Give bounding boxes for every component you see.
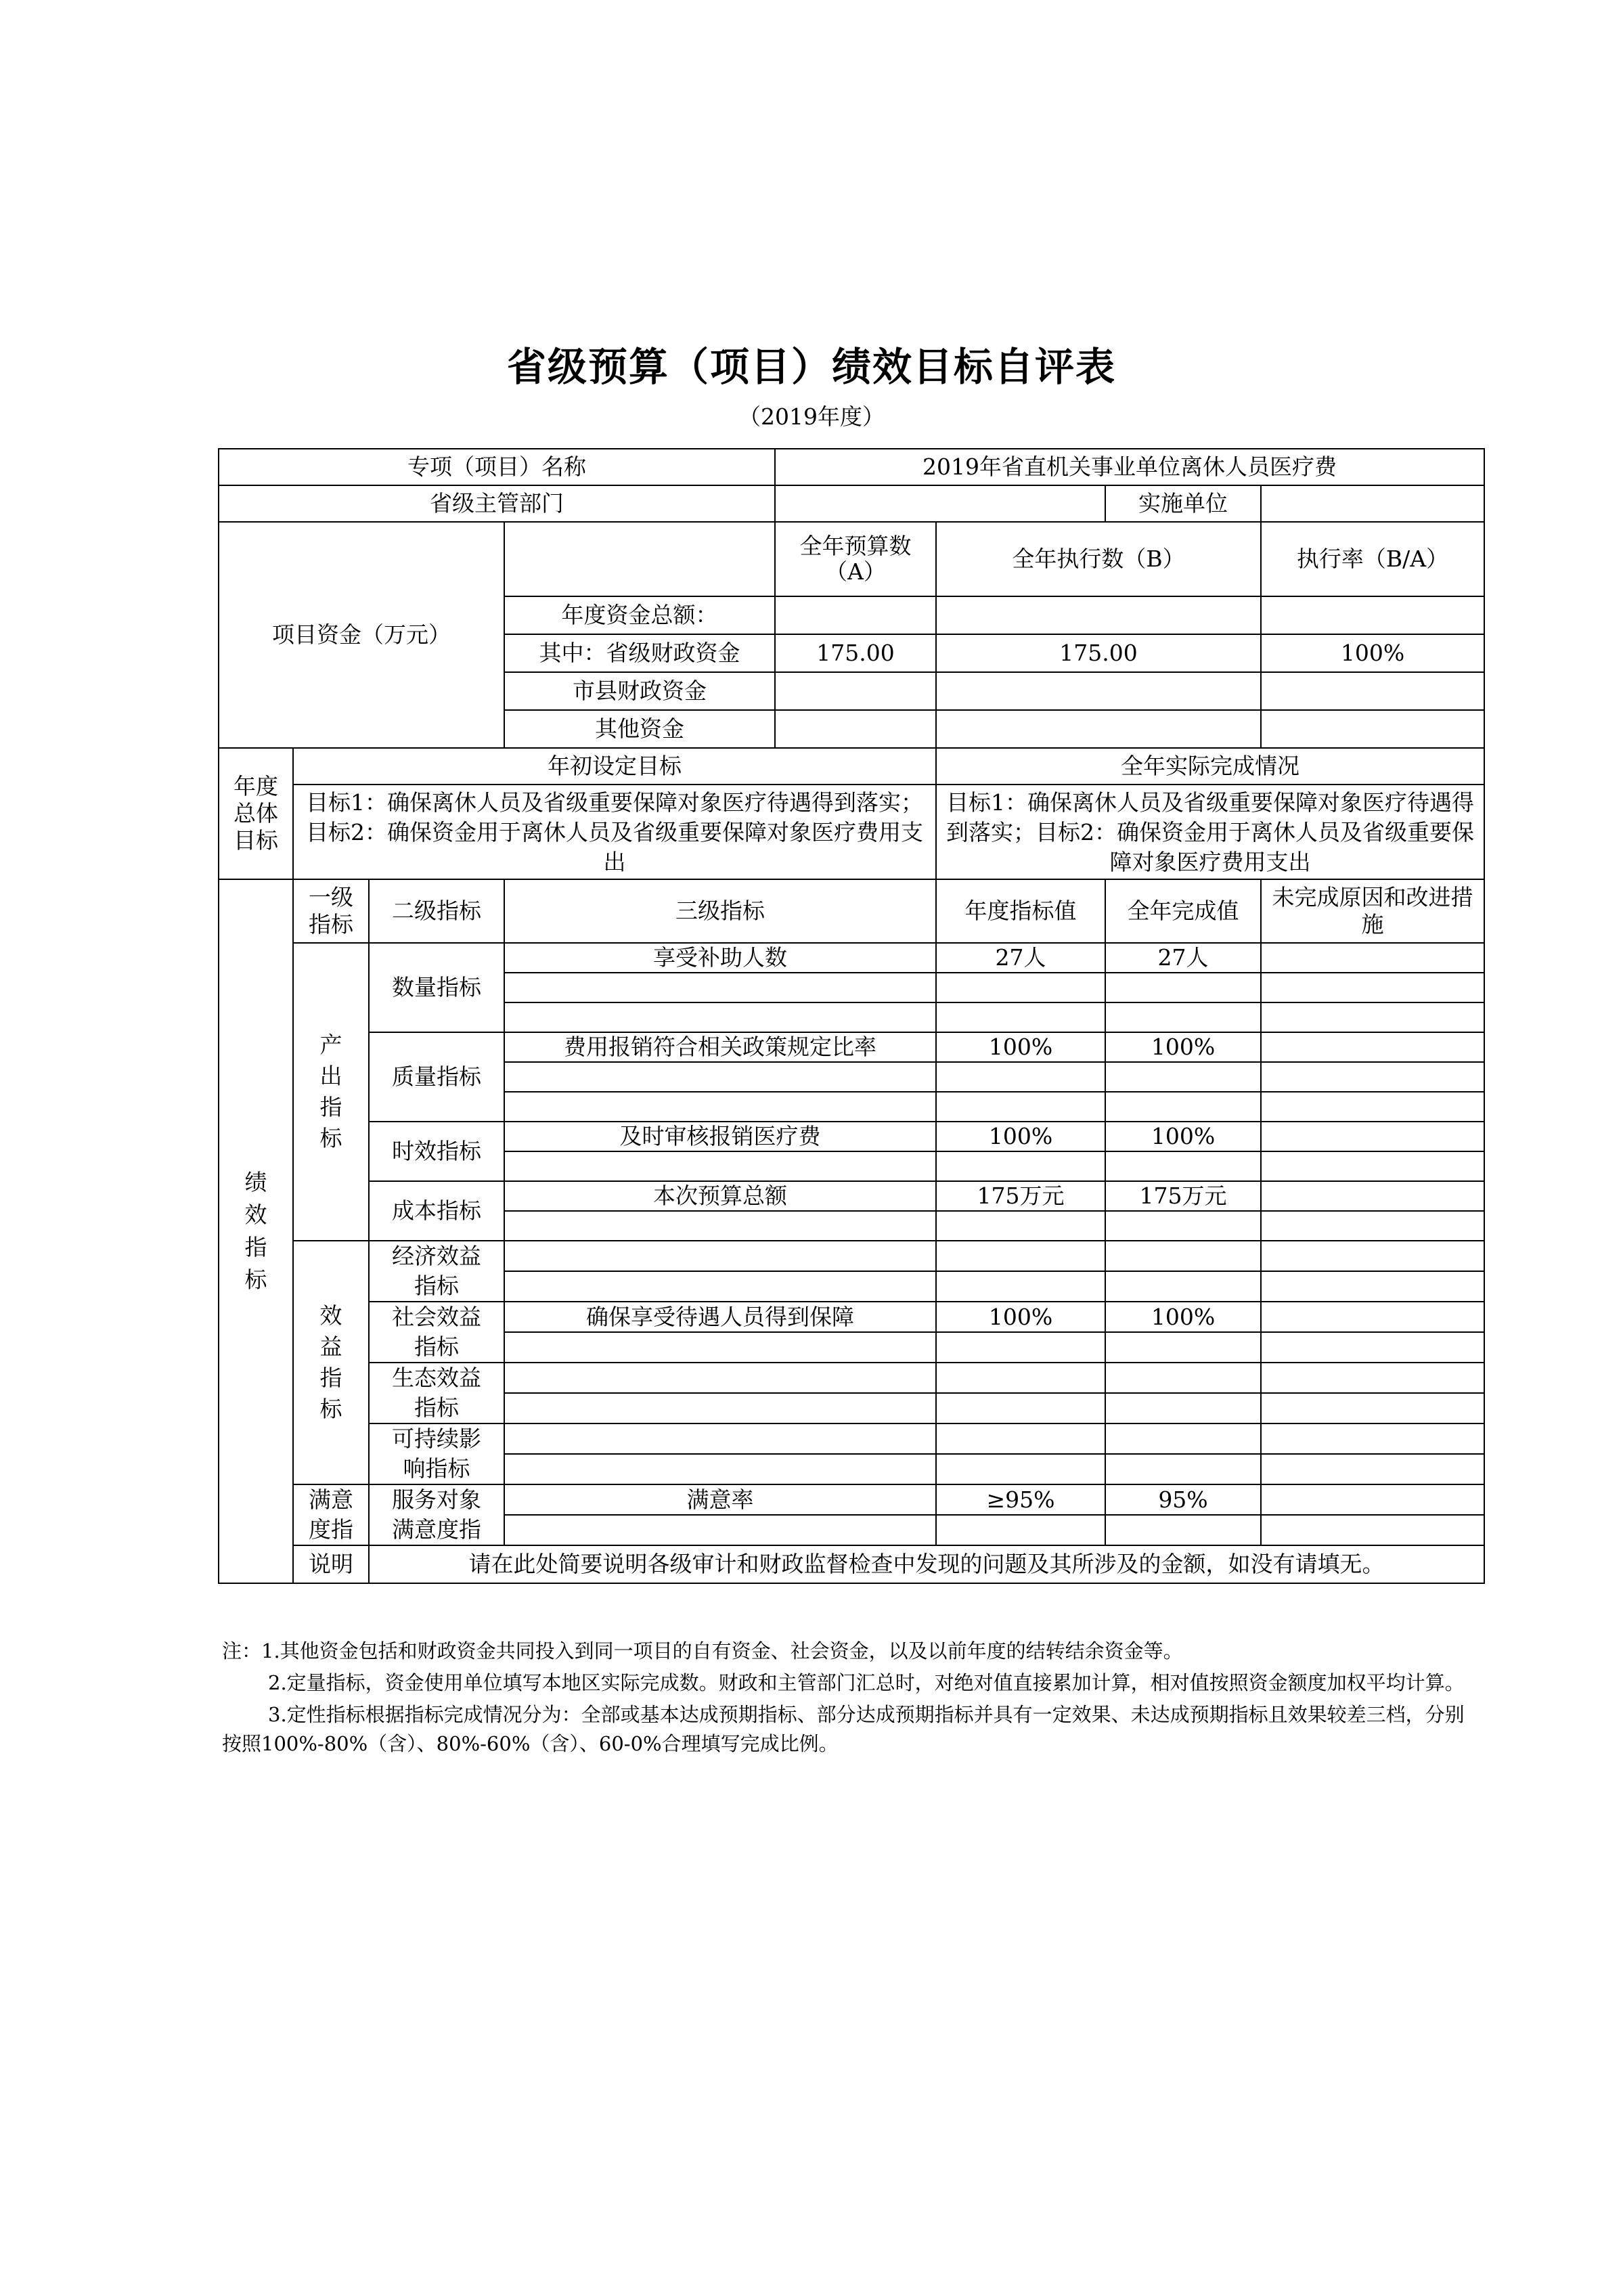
funds-row-label: 年度资金总额： xyxy=(504,596,775,634)
indicator-target[interactable] xyxy=(936,1393,1105,1423)
funds-row-budget[interactable] xyxy=(775,596,936,634)
indicator-target[interactable] xyxy=(936,1211,1105,1241)
indicator-name[interactable]: 费用报销符合相关政策规定比率 xyxy=(504,1032,936,1062)
indicators-section-label: 绩效指标 xyxy=(219,879,293,1583)
funds-row-rate[interactable] xyxy=(1261,596,1484,634)
benefit-indicators-label: 效益指标 xyxy=(293,1241,369,1484)
remark-text[interactable]: 请在此处简要说明各级审计和财政监督检查中发现的问题及其所涉及的金额，如没有请填无。 xyxy=(369,1545,1484,1583)
unit-value[interactable] xyxy=(1261,485,1484,522)
goals-set-text[interactable]: 目标1：确保离休人员及省级重要保障对象医疗待遇得到落实；目标2：确保资金用于离休人员及省级重要保障对象医疗费用支出 xyxy=(293,785,936,879)
indicator-target[interactable] xyxy=(936,973,1105,1002)
funds-row-budget[interactable] xyxy=(775,672,936,710)
indicator-name[interactable]: 及时审核报销医疗费 xyxy=(504,1122,936,1151)
indicator-reason[interactable] xyxy=(1261,1423,1484,1454)
footnote-1: 注：1.其他资金包括和财政资金共同投入到同一项目的自有资金、社会资金，以及以前年度的结转结余资金等。 xyxy=(222,1639,1183,1662)
indicator-actual[interactable]: 100% xyxy=(1105,1302,1261,1332)
indicator-reason[interactable] xyxy=(1261,1332,1484,1363)
social-indicator-label: 社会效益指标 xyxy=(369,1302,504,1363)
indicator-name[interactable] xyxy=(504,1515,936,1545)
indicator-reason[interactable] xyxy=(1261,1032,1484,1062)
indicator-actual[interactable] xyxy=(1105,1515,1261,1545)
indicator-reason[interactable] xyxy=(1261,973,1484,1002)
indicator-actual[interactable] xyxy=(1105,1454,1261,1484)
indicator-reason[interactable] xyxy=(1261,1363,1484,1393)
indicator-name[interactable] xyxy=(504,1363,936,1393)
indicator-actual[interactable]: 95% xyxy=(1105,1484,1261,1515)
indicator-target[interactable]: 175万元 xyxy=(936,1181,1105,1211)
indicator-actual[interactable] xyxy=(1105,1393,1261,1423)
indicator-target[interactable] xyxy=(936,1515,1105,1545)
indicator-actual[interactable]: 100% xyxy=(1105,1122,1261,1151)
economic-indicator-label: 经济效益指标 xyxy=(369,1241,504,1302)
quality-indicator-label: 质量指标 xyxy=(369,1032,504,1122)
dept-value[interactable] xyxy=(775,485,1105,522)
funds-row-rate[interactable] xyxy=(1261,672,1484,710)
indicator-actual[interactable] xyxy=(1105,1332,1261,1363)
indicator-actual[interactable]: 27人 xyxy=(1105,943,1261,973)
indicator-target[interactable] xyxy=(936,1092,1105,1122)
col-actual: 全年完成值 xyxy=(1105,879,1261,943)
indicator-actual[interactable] xyxy=(1105,1092,1261,1122)
satisfaction-indicators-label: 满意度指 xyxy=(293,1484,369,1545)
indicator-name[interactable] xyxy=(504,973,936,1002)
indicator-target[interactable]: 100% xyxy=(936,1122,1105,1151)
indicator-actual[interactable] xyxy=(1105,973,1261,1002)
funds-header-blank xyxy=(504,522,775,596)
cost-indicator-label: 成本指标 xyxy=(369,1181,504,1241)
ecological-indicator-label: 生态效益指标 xyxy=(369,1363,504,1423)
goals-col-actual: 全年实际完成情况 xyxy=(936,748,1484,785)
footnotes xyxy=(222,1637,1482,1761)
indicator-name[interactable] xyxy=(504,1211,936,1241)
indicator-reason[interactable] xyxy=(1261,1062,1484,1092)
indicator-name[interactable]: 确保享受待遇人员得到保障 xyxy=(504,1302,936,1332)
indicator-target[interactable] xyxy=(936,1454,1105,1484)
funds-row-budget[interactable] xyxy=(775,710,936,748)
indicator-name[interactable]: 享受补助人数 xyxy=(504,943,936,973)
funds-col-budget: 全年预算数（A） xyxy=(775,522,936,596)
indicator-target[interactable]: 27人 xyxy=(936,943,1105,973)
funds-section-label: 项目资金（万元） xyxy=(219,522,504,748)
evaluation-form-table xyxy=(218,448,1485,1584)
indicator-target[interactable]: 100% xyxy=(936,1032,1105,1062)
service-satisfaction-label: 服务对象满意度指 xyxy=(369,1484,504,1545)
indicator-reason[interactable] xyxy=(1261,1484,1484,1515)
timeliness-indicator-label: 时效指标 xyxy=(369,1122,504,1181)
indicator-target[interactable] xyxy=(936,1241,1105,1271)
funds-col-exec: 全年执行数（B） xyxy=(936,522,1261,596)
indicator-name[interactable] xyxy=(504,1332,936,1363)
footnote-3: 3.定性指标根据指标完成情况分为：全部或基本达成预期指标、部分达成预期指标并具有一定效果、未达成预期指标且效果较差三档，分别按照100%-80%（含）、80%-60%（含）、60-0%合理填写完成比例。 xyxy=(222,1703,1465,1755)
output-indicators-label: 产出指标 xyxy=(293,943,369,1241)
indicator-name[interactable] xyxy=(504,1062,936,1092)
indicator-target[interactable] xyxy=(936,1151,1105,1181)
indicator-target[interactable] xyxy=(936,1363,1105,1393)
col-reason: 未完成原因和改进措施 xyxy=(1261,879,1484,943)
page-subtitle: （2019年度） xyxy=(738,403,885,430)
unit-label: 实施单位 xyxy=(1105,485,1261,522)
col-target: 年度指标值 xyxy=(936,879,1105,943)
indicator-actual[interactable] xyxy=(1105,1211,1261,1241)
indicator-target[interactable] xyxy=(936,1332,1105,1363)
indicator-name[interactable] xyxy=(504,1423,936,1454)
indicator-actual[interactable]: 100% xyxy=(1105,1032,1261,1062)
indicator-actual[interactable] xyxy=(1105,1363,1261,1393)
indicator-name[interactable] xyxy=(504,1241,936,1271)
indicator-name[interactable]: 满意率 xyxy=(504,1484,936,1515)
indicator-actual[interactable] xyxy=(1105,1423,1261,1454)
funds-row-exec[interactable] xyxy=(936,672,1261,710)
indicator-target[interactable]: ≥95% xyxy=(936,1484,1105,1515)
goals-section-label: 年度总体目标 xyxy=(219,748,293,879)
indicator-actual[interactable] xyxy=(1105,1241,1261,1271)
indicator-actual[interactable] xyxy=(1105,1151,1261,1181)
funds-row-exec[interactable] xyxy=(936,710,1261,748)
footnote-2: 2.定量指标，资金使用单位填写本地区实际完成数。财政和主管部门汇总时，对绝对值直接累加计算，相对值按照资金额度加权平均计算。 xyxy=(268,1671,1465,1694)
indicator-reason[interactable] xyxy=(1261,1002,1484,1032)
col-level2: 二级指标 xyxy=(369,879,504,943)
sustainable-indicator-label: 可持续影响指标 xyxy=(369,1423,504,1484)
indicator-actual[interactable] xyxy=(1105,1271,1261,1302)
funds-row-label: 其中：省级财政资金 xyxy=(504,634,775,672)
dept-label: 省级主管部门 xyxy=(219,485,775,522)
quantity-indicator-label: 数量指标 xyxy=(369,943,504,1032)
indicator-name[interactable] xyxy=(504,1002,936,1032)
funds-row-label: 市县财政资金 xyxy=(504,672,775,710)
funds-row-rate[interactable] xyxy=(1261,710,1484,748)
funds-row-exec[interactable] xyxy=(936,596,1261,634)
col-level3: 三级指标 xyxy=(504,879,936,943)
indicator-actual[interactable] xyxy=(1105,1062,1261,1092)
indicator-name[interactable]: 本次预算总额 xyxy=(504,1181,936,1211)
indicator-reason[interactable] xyxy=(1261,1271,1484,1302)
indicator-name[interactable] xyxy=(504,1151,936,1181)
indicator-target[interactable] xyxy=(936,1062,1105,1092)
indicator-actual[interactable]: 175万元 xyxy=(1105,1181,1261,1211)
indicator-name[interactable] xyxy=(504,1393,936,1423)
indicator-reason[interactable] xyxy=(1261,1181,1484,1211)
funds-col-rate: 执行率（B/A） xyxy=(1261,522,1484,596)
project-name-label: 专项（项目）名称 xyxy=(219,449,775,485)
indicator-reason[interactable] xyxy=(1261,1122,1484,1151)
indicator-reason[interactable] xyxy=(1261,1393,1484,1423)
indicator-actual[interactable] xyxy=(1105,1002,1261,1032)
indicator-reason[interactable] xyxy=(1261,1454,1484,1484)
indicator-target[interactable] xyxy=(936,1002,1105,1032)
indicator-reason[interactable] xyxy=(1261,1241,1484,1271)
indicator-target[interactable] xyxy=(936,1271,1105,1302)
indicator-reason[interactable] xyxy=(1261,1151,1484,1181)
funds-row-rate[interactable]: 100% xyxy=(1261,634,1484,672)
indicator-name[interactable] xyxy=(504,1454,936,1484)
goals-actual-text[interactable]: 目标1：确保离休人员及省级重要保障对象医疗待遇得到落实；目标2：确保资金用于离休人员及省级重要保障对象医疗费用支出 xyxy=(936,785,1484,879)
funds-row-exec[interactable]: 175.00 xyxy=(936,634,1261,672)
indicator-reason[interactable] xyxy=(1261,1092,1484,1122)
remark-label: 说明 xyxy=(293,1545,369,1583)
col-level1: 一级指标 xyxy=(293,879,369,943)
indicator-reason[interactable] xyxy=(1261,1211,1484,1241)
indicator-target[interactable] xyxy=(936,1423,1105,1454)
indicator-target[interactable]: 100% xyxy=(936,1302,1105,1332)
funds-row-label: 其他资金 xyxy=(504,710,775,748)
indicator-reason[interactable] xyxy=(1261,1515,1484,1545)
page-title: 省级预算（项目）绩效目标自评表 xyxy=(506,344,1116,390)
project-name-value[interactable]: 2019年省直机关事业单位离休人员医疗费 xyxy=(775,449,1484,485)
goals-col-set: 年初设定目标 xyxy=(293,748,936,785)
indicator-reason[interactable] xyxy=(1261,1302,1484,1332)
funds-row-budget[interactable]: 175.00 xyxy=(775,634,936,672)
indicator-name[interactable] xyxy=(504,1092,936,1122)
indicator-name[interactable] xyxy=(504,1271,936,1302)
indicator-reason[interactable] xyxy=(1261,943,1484,973)
